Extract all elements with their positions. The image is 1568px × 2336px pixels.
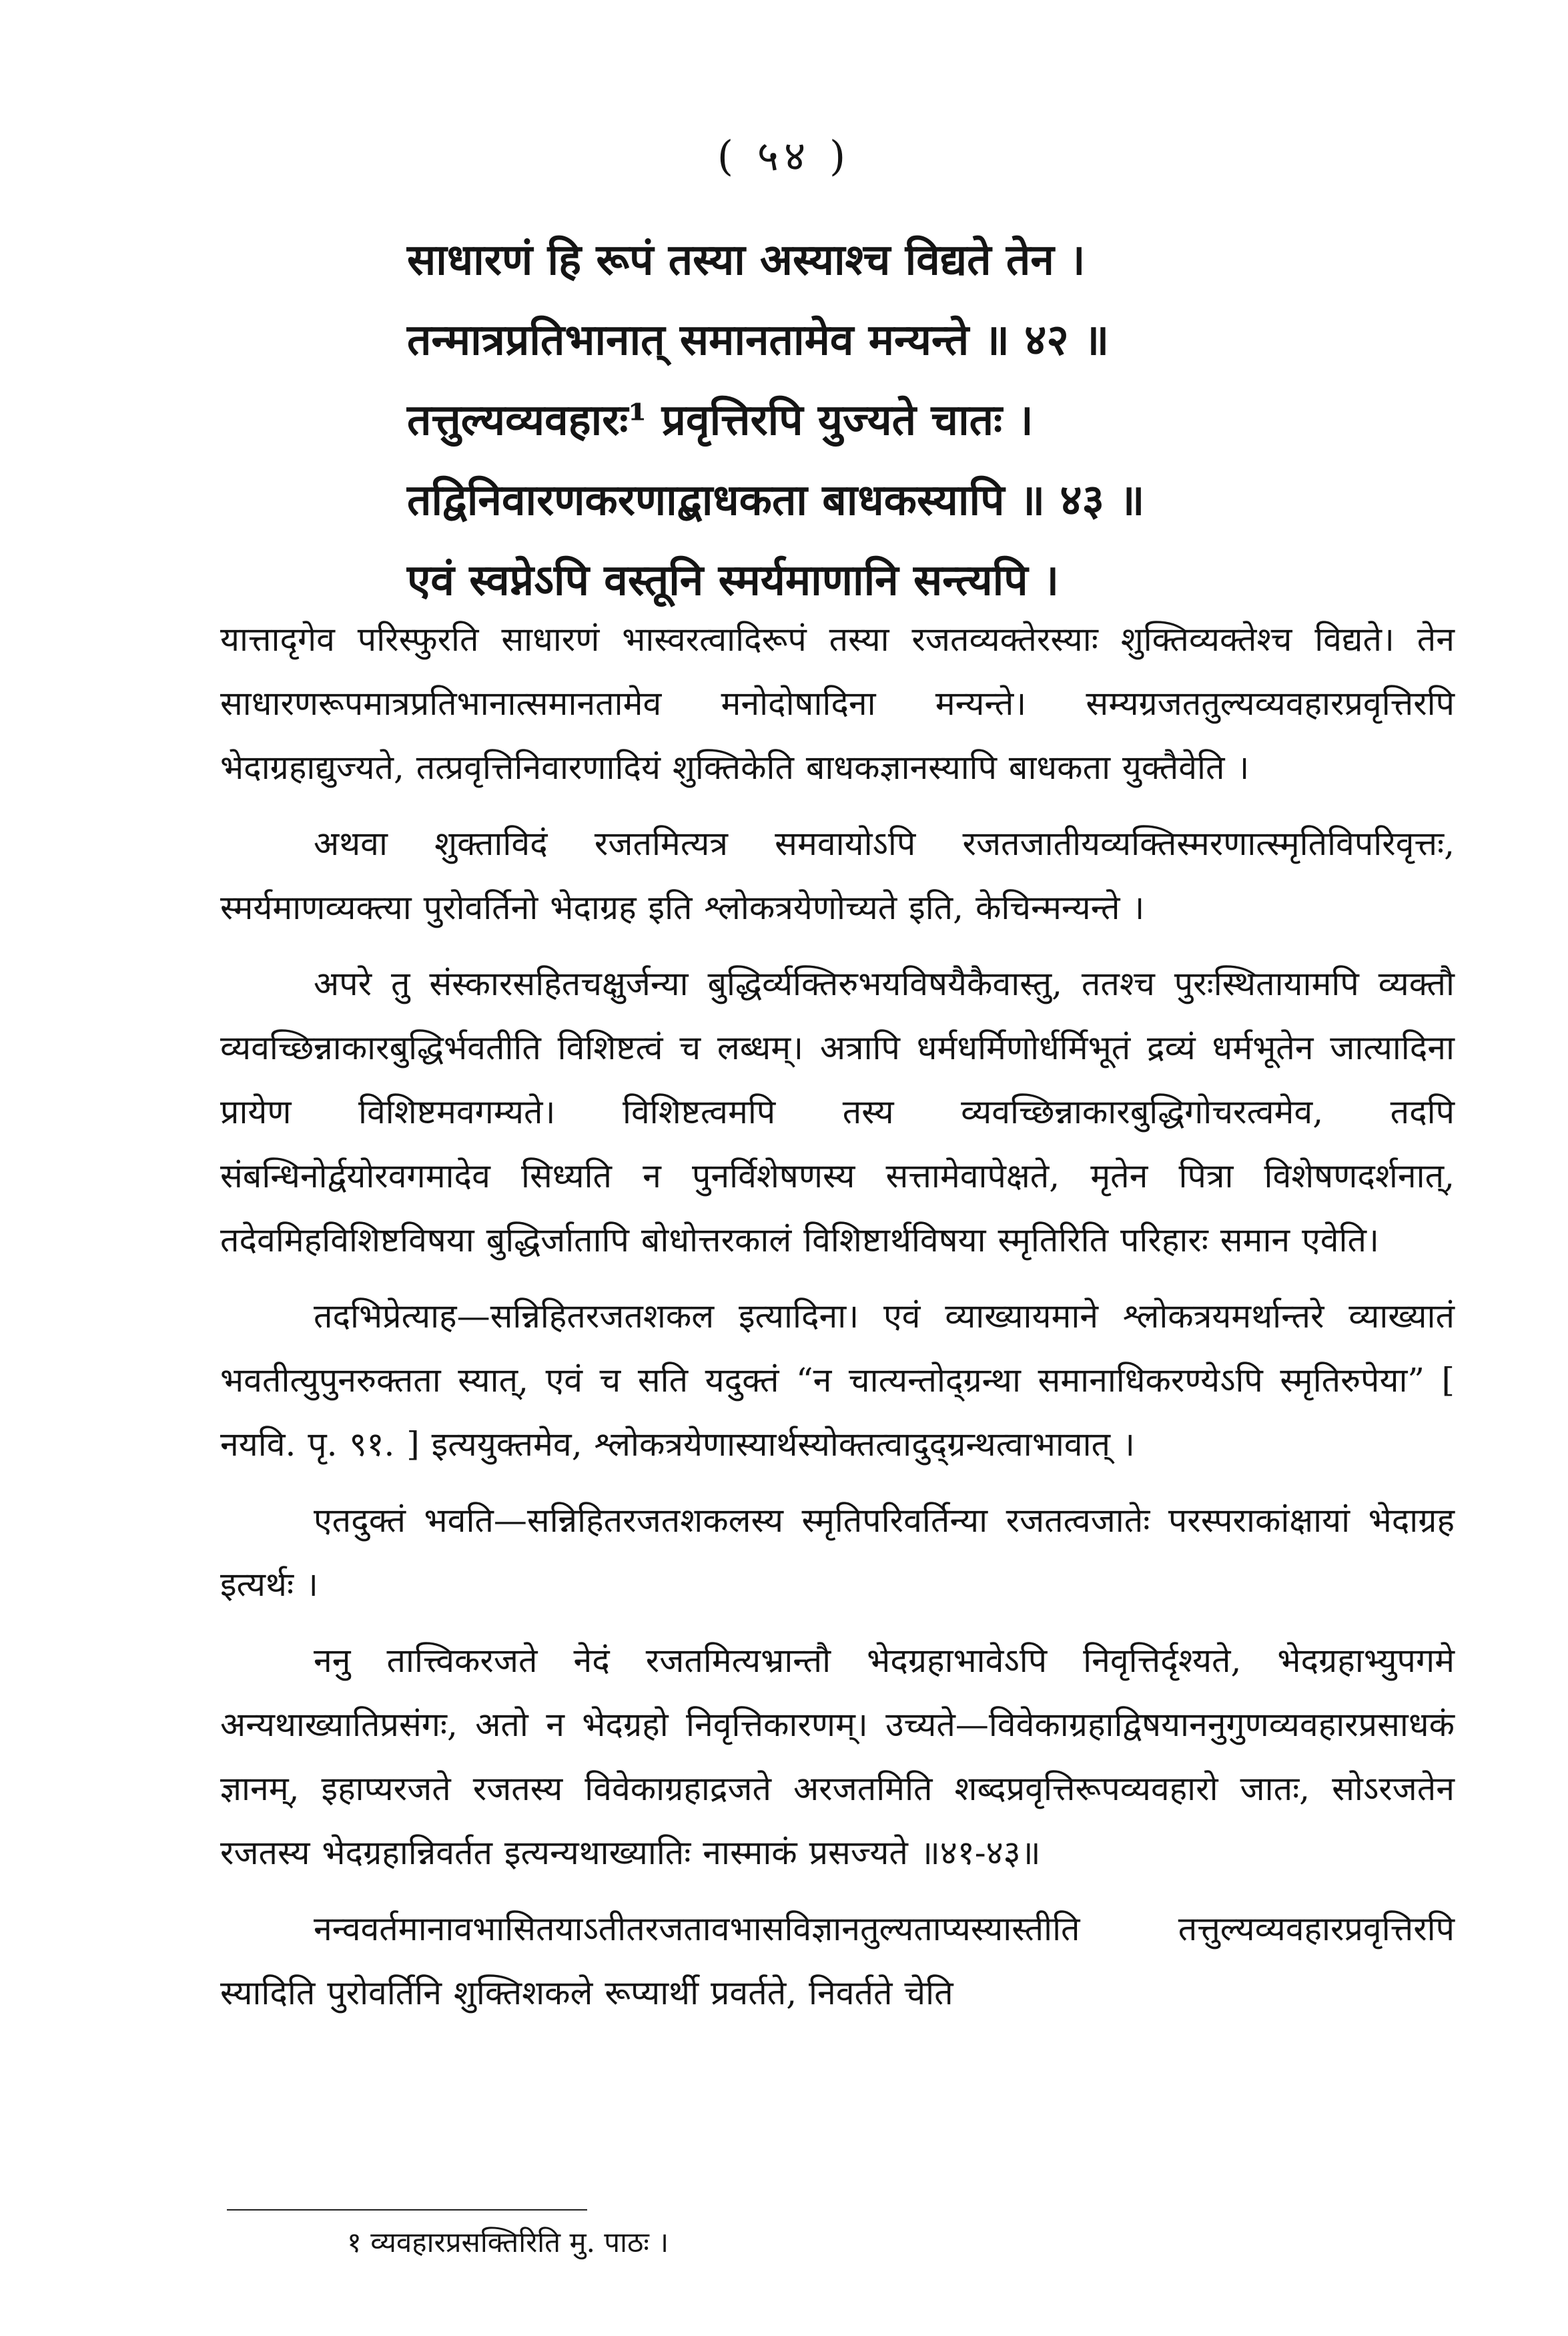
page-number: ( ५४ ) [717, 131, 851, 180]
footnote: १ व्यवहारप्रसक्तिरिति मु. पाठः । [347, 2226, 669, 2259]
commentary-paragraph: तदभिप्रेत्याह—सन्निहितरजतशकल इत्यादिना। एवं व्याख्यायमाने श्लोकत्रयमर्थान्तरे व्याख्यातं भवतीत्युपुनरुक्तता स्यात्, एवं च सति यदुक्तं “न चात्यन्तोद्ग्रन्था समानाधिकरण्येऽपि स्मृतिरुपेया” [ नयवि. पृ. ९१. ] इत्ययुक्तमेव, श्लोकत्रयेणास्यार्थस्योक्तत्वादुद्ग्रन्थत्वाभावात् । [220, 1297, 1455, 1464]
commentary-paragraph: यात्तादृगेव परिस्फुरति साधारणं भास्वरत्वादिरूपं तस्या रजतव्यक्तेरस्याः शुक्तिव्यक्तेश्च विद्यते। तेन साधारणरूपमात्रप्रतिभानात्समानतामेव मनोदोषादिना मन्यन्ते। सम्यग्रजततुल्यव्यवहारप्रवृत्तिरपि भेदाग्रहाद्युज्यते, तत्प्रवृत्तिनिवारणादियं शुक्तिकेति बाधकज्ञानस्यापि बाधकता युक्तैवेति । [220, 620, 1455, 787]
verse-line: तद्विनिवारणकरणाद्बाधकता बाधकस्यापि ॥ ४३ ॥ [407, 475, 1145, 525]
commentary [220, 607, 1455, 2037]
verse-block [407, 220, 1508, 621]
verse-line: एवं स्वप्नेऽपि वस्तूनि स्मर्यमाणानि सन्त्यपि । [407, 555, 1060, 605]
footnote-divider [227, 2209, 587, 2211]
verse-line: तन्मात्रप्रतिभानात् समानतामेव मन्यन्ते ॥ ४२ ॥ [407, 315, 1110, 365]
commentary-paragraph: अपरे तु संस्कारसहितचक्षुर्जन्या बुद्धिर्व्यक्तिरुभयविषयैकैवास्तु, ततश्च पुरःस्थितायामपि व्यक्तौ व्यवच्छिन्नाकारबुद्धिर्भवतीति विशिष्टत्वं च लब्धम्। अत्रापि धर्मधर्मिणोर्धर्मिभूतं द्रव्यं धर्मभूतेन जात्यादिना प्रायेण विशिष्टमवगम्यते। विशिष्टत्वमपि तस्य व्यवच्छिन्नाकारबुद्धिगोचरत्वमेव, तदपि संबन्धिनोर्द्वयोरवगमादेव सिध्यति न पुनर्विशेषणस्य सत्तामेवापेक्षते, मृतेन पित्रा विशेषणदर्शनात्, तदेवमिहविशिष्टविषया बुद्धिर्जातापि बोधोत्तरकालं विशिष्टार्थविषया स्मृतिरिति परिहारः समान एवेति। [220, 964, 1455, 1259]
commentary-paragraph: एतदुक्तं भवति—सन्निहितरजतशकलस्य स्मृतिपरिवर्तिन्या रजतत्वजातेः परस्पराकांक्षायां भेदाग्रह इत्यर्थः । [220, 1501, 1455, 1604]
commentary-paragraph: ननु तात्त्विकरजते नेदं रजतमित्यभ्रान्तौ भेदग्रहाभावेऽपि निवृत्तिर्दृश्यते, भेदग्रहाभ्युपगमे अन्यथाख्यातिप्रसंगः, अतो न भेदग्रहो निवृत्तिकारणम्। उच्यते—विवेकाग्रहाद्विषयाननुगुणव्यवहारप्रसाधकं ज्ञानम्, इहाप्यरजते रजतस्य विवेकाग्रहाद्रजते अरजतमिति शब्दप्रवृत्तिरूपव्यवहारो जातः, सोऽरजतेन रजतस्य भेदग्रहान्निवर्तत इत्यन्यथाख्यातिः नास्माकं प्रसज्यते ॥४१-४३॥ [220, 1641, 1455, 1872]
commentary-paragraph: अथवा शुक्ताविदं रजतमित्यत्र समवायोऽपि रजतजातीयव्यक्तिस्मरणात्स्मृतिविपरिवृत्तः, स्मर्यमाणव्यक्त्या पुरोवर्तिनो भेदाग्रह इति श्लोकत्रयेणोच्यते इति, केचिन्मन्यन्ते । [220, 824, 1455, 927]
verse-line: तत्तुल्यव्यवहारः¹ प्रवृत्तिरपि युज्यते चातः । [407, 395, 1034, 445]
commentary-paragraph: नन्ववर्तमानावभासितयाऽतीतरजतावभासविज्ञानतुल्यताप्यस्यास्तीति तत्तुल्यव्यवहारप्रवृत्तिरपि स्यादिति पुरोवर्तिनि शुक्तिशकले रूप्यार्थी प्रवर्तते, निवर्तते चेति [220, 1910, 1455, 2012]
verse-line: साधारणं हि रूपं तस्या अस्याश्च विद्यते तेन । [407, 235, 1086, 285]
